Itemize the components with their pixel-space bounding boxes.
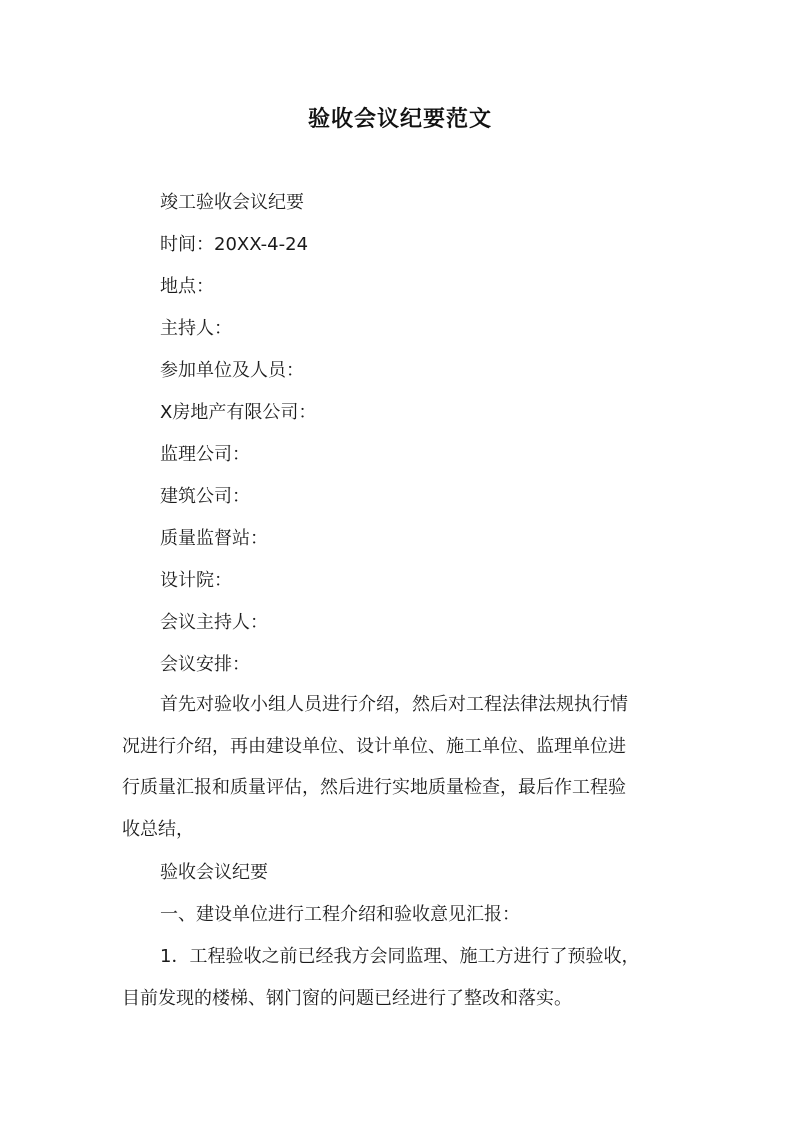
participants-label: 参加单位及人员： [160, 360, 304, 381]
item-one-paragraph [122, 936, 682, 1019]
document-title: 验收会议纪要范文 [307, 107, 492, 132]
participant-design-institute: 设计院： [160, 570, 232, 591]
minutes-subheading: 验收会议纪要 [160, 862, 268, 883]
participant-construction: 建筑公司： [160, 486, 250, 507]
paragraph-line: 况进行介绍，再由建设单位、设计单位、施工单位、监理单位进 [122, 735, 626, 757]
participant-quality-station: 质量监督站： [160, 528, 268, 549]
paragraph-line: 行质量汇报和质量评估，然后进行实地质量检查，最后作工程验 [122, 777, 626, 798]
section-one-heading [122, 894, 682, 936]
meeting-agenda-label: 会议安排： [160, 654, 250, 675]
paragraph-line: 目前发现的楼梯、钢门窗的问题已经进行了整改和落实。 [122, 987, 572, 1009]
agenda-paragraph [122, 684, 682, 850]
meeting-time: 时间：20XX-4-24 [160, 234, 309, 255]
meeting-chair: 会议主持人： [160, 612, 268, 633]
paragraph-line: 首先对验收小组人员进行介绍，然后对工程法律法规执行情 [160, 694, 628, 715]
participant-supervision: 监理公司： [160, 444, 250, 465]
paragraph-line: 收总结， [122, 818, 194, 840]
meeting-host: 主持人： [160, 318, 232, 339]
meeting-location: 地点： [160, 276, 214, 297]
section-heading-line: 一、建设单位进行工程介绍和验收意见汇报： [160, 904, 520, 925]
heading-completion-minutes: 竣工验收会议纪要 [160, 192, 304, 213]
participant-real-estate: X房地产有限公司： [160, 402, 317, 423]
paragraph-line: 1．工程验收之前已经我方会同监理、施工方进行了预验收， [160, 946, 640, 967]
